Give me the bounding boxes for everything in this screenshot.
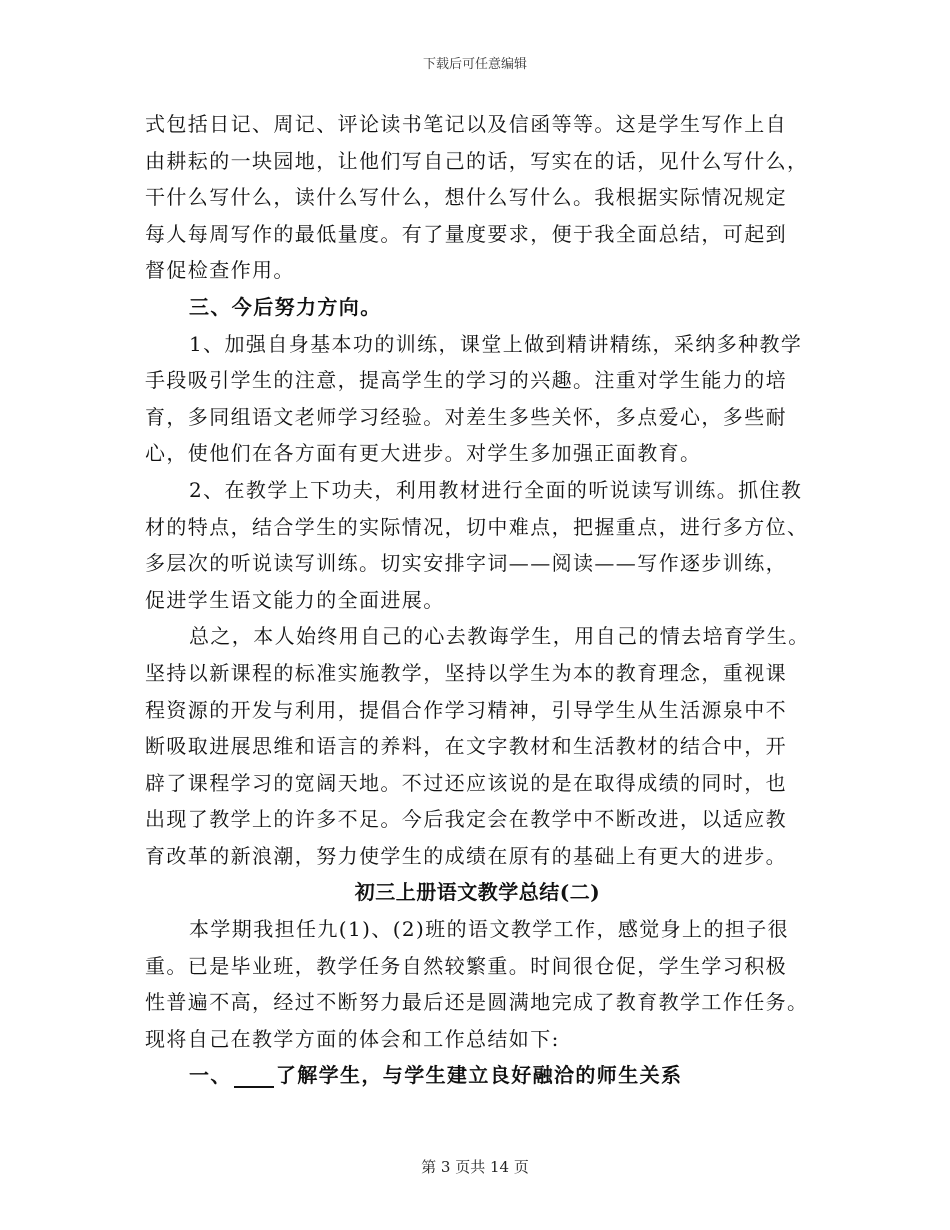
document-title: 初三上册语文教学总结(二) [354,880,601,905]
text-line: 本学期我担任九(1)、(2)班的语文教学工作，感觉身上的担子很 [189,917,790,942]
blank-underline [234,1066,274,1088]
text-line: 育改革的新浪潮，努力使学生的成绩在原有的基础上有更大的进步。 [145,843,787,868]
text-line: 现将自己在教学方面的体会和工作总结如下: [145,1026,560,1051]
text-line: 督促检查作用。 [145,258,295,283]
text-line: 干什么写什么，读什么写什么，想什么写什么。我根据实际情况规定 [145,185,787,210]
text-line: 多层次的听说读写训练。切实安排字词——阅读——写作逐步训练， [145,551,787,576]
text-line: 性普遍不高，经过不断努力最后还是圆满地完成了教育教学工作任务。 [145,990,809,1015]
section-heading [145,1057,810,1094]
text-line: 由耕耘的一块园地，让他们写自己的话，写实在的话，见什么写什么， [145,148,809,173]
text-line: 出现了教学上的许多不足。今后我定会在教学中不断改进，以适应教 [145,807,787,832]
page-header: 下载后可任意编辑 [422,57,527,72]
text-line: 材的特点，结合学生的实际情况，切中难点，把握重点，进行多方位、 [145,514,809,539]
text-line: 总之，本人始终用自己的心去教诲学生，用自己的情去培育学生。 [189,624,810,649]
section-heading: 三、今后努力方向。 [189,294,382,319]
text-line: 每人每周写作的最低量度。有了量度要求，便于我全面总结，可起到 [145,221,787,246]
text-line: 2、在教学上下功夫，利用教材进行全面的听说读写训练。抓住教 [189,477,803,502]
text-line: 手段吸引学生的注意，提高学生的学习的兴趣。注重对学生能力的培 [145,368,787,393]
section-heading-text: 了解学生，与学生建立良好融洽的师生关系 [275,1063,683,1088]
text-line: 断吸取进展思维和语言的养料，在文字教材和生活教材的结合中，开 [145,734,787,759]
section-number: 一、 [189,1063,232,1088]
text-line: 式包括日记、周记、评论读书笔记以及信函等等。这是学生写作上自 [145,112,787,136]
text-line: 重。已是毕业班，教学任务自然较繁重。时间很仓促，学生学习积极 [145,953,787,978]
text-line: 程资源的开发与利用，提倡合作学习精神，引导学生从生活源泉中不 [145,697,787,722]
text-line: 心，使他们在各方面有更大进步。对学生多加强正面教育。 [145,441,702,466]
document-body [145,106,810,1094]
text-line: 育，多同组语文老师学习经验。对差生多些关怀，多点爱心，多些耐 [145,404,787,429]
text-line: 促进学生语文能力的全面进展。 [145,587,445,612]
page-footer: 第 3 页共 14 页 [421,1158,529,1176]
text-line: 1、加强自身基本功的训练，课堂上做到精讲精练，采纳多种教学 [189,331,803,356]
text-line: 辟了课程学习的宽阔天地。不过还应该说的是在取得成绩的同时，也 [145,770,787,795]
text-line: 坚持以新课程的标准实施教学，坚持以学生为本的教育理念，重视课 [145,660,787,685]
